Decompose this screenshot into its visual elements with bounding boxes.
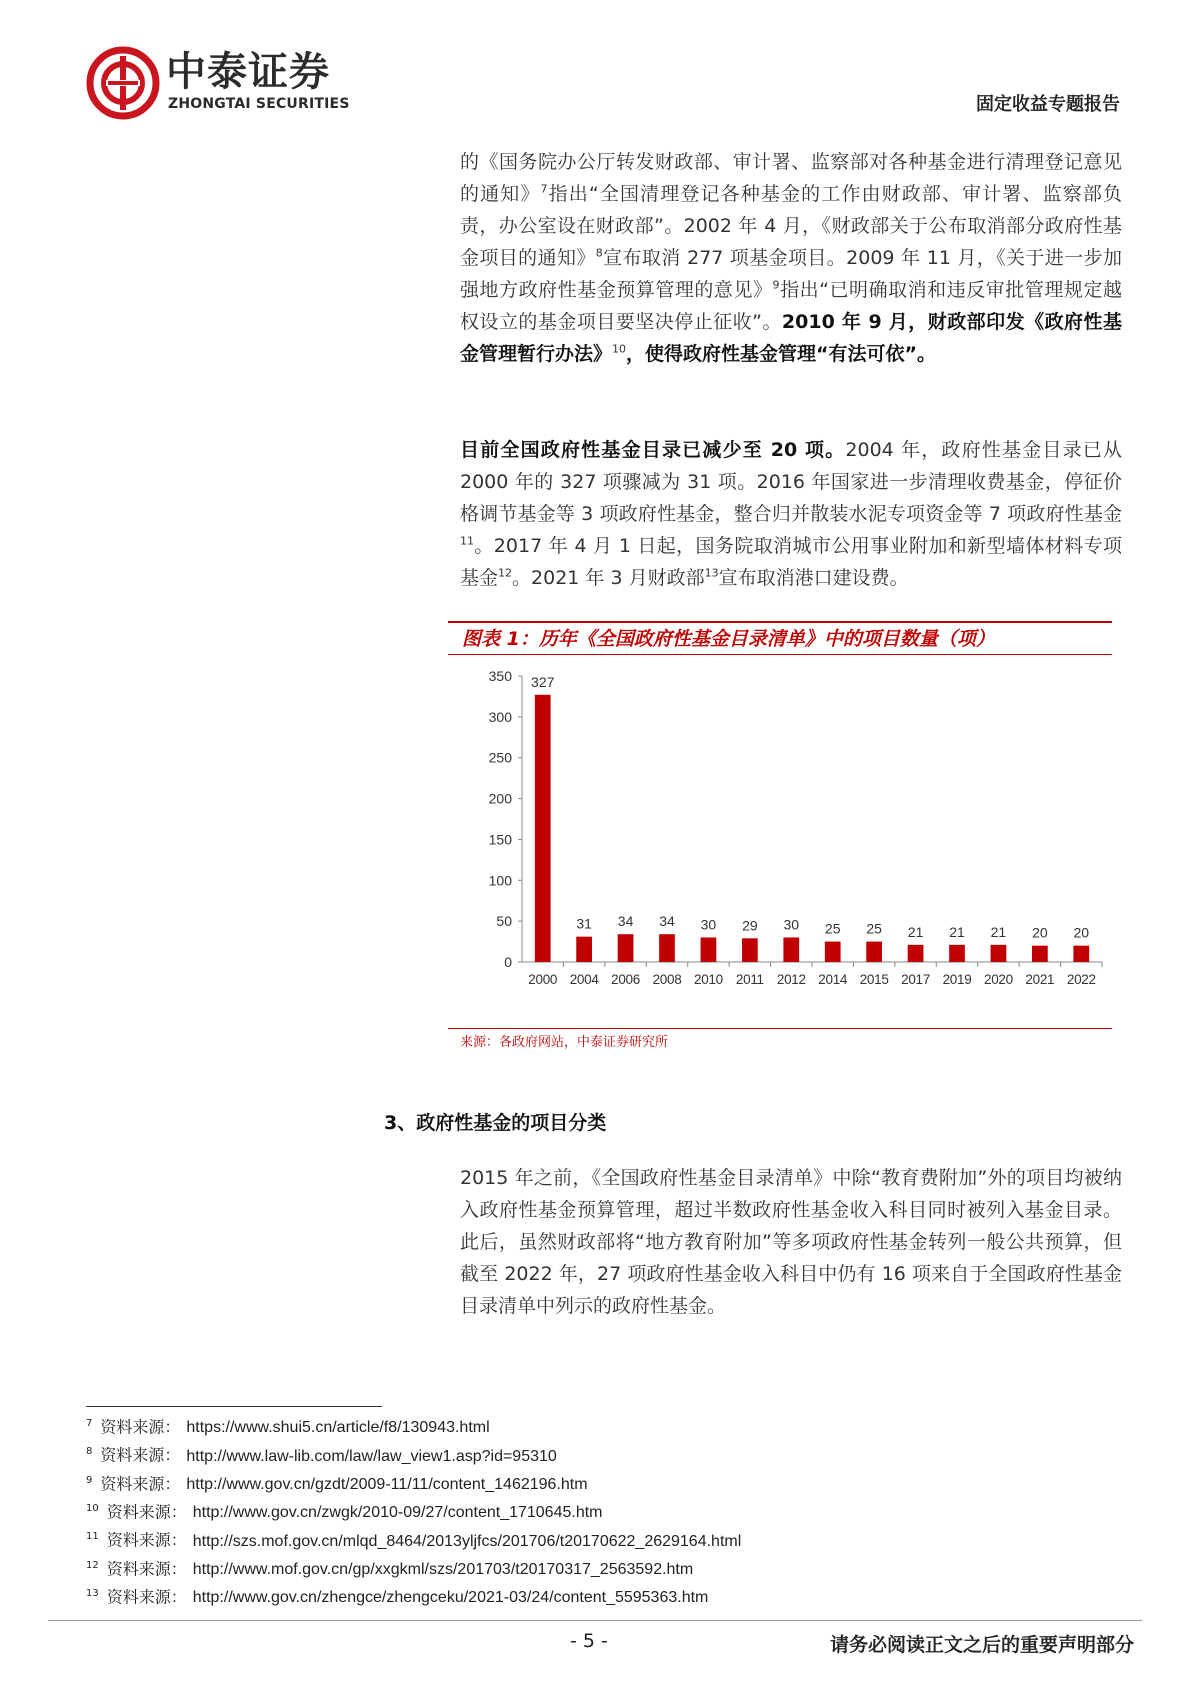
footnote xyxy=(86,1582,1116,1610)
paragraph-classification: 2015 年之前，《全国政府性基金目录清单》中除“教育费附加”外的项目均被纳入政府性基金预算管理，超过半数政府性基金收入科目同时被列入基金目录。此后，虽然财政部将“地方教育附加”等多项政府性基金转列一般公共预算，但截至 2022 年，27 项政府性基金收入科目中仍有 16 项来自于全国政府性基金目录清单中列示的政府性基金。 xyxy=(460,1167,1122,1317)
x-tick-label: 2021 xyxy=(1025,972,1055,987)
x-tick-label: 2017 xyxy=(901,972,930,987)
data-label: 34 xyxy=(659,913,675,930)
bar xyxy=(783,937,799,962)
chart-title-rule xyxy=(448,654,1112,655)
text-run: 。2017 年 4 月 1 日起，国务院取消城市公用事业附加和新型墙体材料专项基金 xyxy=(460,535,1122,589)
bar xyxy=(866,942,882,962)
footnote-ref[interactable]: 9 xyxy=(772,278,780,292)
bar xyxy=(576,937,592,962)
data-label: 25 xyxy=(866,920,882,937)
footnote xyxy=(86,1469,1116,1497)
page-number: - 5 - xyxy=(570,1630,608,1652)
data-label: 20 xyxy=(1073,924,1090,941)
bar xyxy=(701,937,717,962)
footer-divider xyxy=(48,1620,1142,1621)
footnote-link[interactable]: http://www.mof.gov.cn/gp/xxgkml/szs/201703/t20170317_2563592.htm xyxy=(192,1560,694,1578)
brand-name-cn: 中泰证券 xyxy=(166,49,330,95)
y-tick-label: 200 xyxy=(488,790,512,807)
data-label: 327 xyxy=(531,673,555,690)
text-run: 指出“全国清理登记各种基金的工作由财政部、审计署、监察部负责，办公室设在财政部”。2002 年 4 月，《财政部关于公布取消部分政府性基金项目的通知》 xyxy=(460,183,1122,269)
data-label: 30 xyxy=(783,916,800,933)
brand-name-en: ZHONGTAI SECURITIES xyxy=(168,96,350,112)
text-run: 2004 年，政府性基金目录已从 2000 年的 327 项骤减为 31 项。2016 年国家进一步清理收费基金，停征价格调节基金等 3 项政府性基金，整合归并散装水泥专项资金等 7 项政府性基金 xyxy=(460,439,1122,525)
footnote-link[interactable]: http://www.law-lib.com/law/law_view1.asp?id=95310 xyxy=(186,1447,557,1465)
y-tick-label: 50 xyxy=(496,913,512,930)
footnote-number: 13 xyxy=(86,1587,99,1599)
data-label: 21 xyxy=(949,923,965,940)
x-tick-label: 2006 xyxy=(611,972,640,987)
bold-text: 2010 年 9 月，财政部印发《政府性基金管理暂行办法》 xyxy=(460,311,1122,365)
footnote-number: 7 xyxy=(86,1418,93,1429)
footnote xyxy=(86,1497,1116,1525)
footnote-link[interactable]: http://www.gov.cn/zhengce/zhengceku/2021-03/24/content_5595363.htm xyxy=(192,1589,709,1607)
footnote-ref[interactable]: 13 xyxy=(704,566,719,580)
y-tick-label: 100 xyxy=(488,872,512,889)
x-tick-label: 2020 xyxy=(984,972,1013,987)
footnote xyxy=(86,1412,1116,1440)
y-tick-label: 150 xyxy=(488,831,512,848)
chart-source: 来源：各政府网站，中泰证券研究所 xyxy=(460,1035,669,1050)
footnote-label: 资料来源： xyxy=(100,1473,181,1493)
footnote-ref[interactable]: 7 xyxy=(540,182,548,196)
chart-bottom-rule xyxy=(448,1028,1112,1029)
bar xyxy=(535,695,551,962)
footnote-divider xyxy=(86,1406,382,1407)
bar xyxy=(1032,946,1048,962)
chart-title: 图表 1：历年《全国政府性基金目录清单》中的项目数量（项） xyxy=(462,628,995,650)
section-heading: 3、政府性基金的项目分类 xyxy=(384,1112,607,1134)
bar xyxy=(659,934,675,962)
footnote-label: 资料来源： xyxy=(106,1558,187,1578)
bar xyxy=(949,945,965,962)
x-tick-label: 2014 xyxy=(818,972,848,987)
data-label: 25 xyxy=(824,920,841,937)
bold-text: 目前全国政府性基金目录已减少至 20 项。 xyxy=(460,439,846,461)
x-tick-label: 2022 xyxy=(1066,972,1096,987)
x-tick-label: 2011 xyxy=(735,972,764,987)
footnote xyxy=(86,1554,1116,1582)
footnote-ref[interactable]: 11 xyxy=(460,534,474,548)
text-run: 的《国务院办公厅转发财政部、审计署、监察部对各种基金进行清理登记意见的通知》 xyxy=(460,151,1122,205)
data-label: 29 xyxy=(742,917,758,934)
data-label: 31 xyxy=(576,915,592,932)
data-label: 30 xyxy=(700,916,717,933)
bar xyxy=(742,938,758,962)
bold-text: ，使得政府性基金管理“有法可依”。 xyxy=(626,343,936,365)
footnote xyxy=(86,1525,1116,1553)
footnote-label: 资料来源： xyxy=(106,1502,187,1522)
paragraph-current-count xyxy=(460,434,1122,594)
data-label: 20 xyxy=(1032,924,1048,941)
footnote-link[interactable]: http://www.gov.cn/gzdt/2009-11/11/content_1462196.htm xyxy=(186,1475,588,1493)
footnote-number: 8 xyxy=(86,1446,93,1458)
footnote xyxy=(86,1440,1116,1468)
x-tick-label: 2008 xyxy=(652,972,682,987)
footnote-label: 资料来源： xyxy=(106,1530,187,1550)
disclaimer: 请务必阅读正文之后的重要声明部分 xyxy=(829,1634,1134,1656)
x-tick-label: 2010 xyxy=(694,972,723,987)
footnote-number: 12 xyxy=(86,1559,99,1571)
x-tick-label: 2019 xyxy=(942,972,972,987)
chart-top-rule xyxy=(448,621,1112,623)
y-tick-label: 300 xyxy=(488,708,512,725)
footnote-link[interactable]: http://szs.mof.gov.cn/mlqd_8464/2013yljfcs/201706/t20170622_2629164.html xyxy=(192,1532,742,1550)
text-run: 宣布取消 277 项基金项目。2009 年 11 月，《关于进一步加强地方政府性基金预算管理的意见》 xyxy=(460,247,1122,301)
report-type: 固定收益专题报告 xyxy=(976,94,1120,115)
x-tick-label: 2000 xyxy=(528,972,558,987)
x-tick-label: 2015 xyxy=(859,972,889,987)
bar xyxy=(825,942,841,962)
footnote-number: 10 xyxy=(86,1502,99,1514)
footnote-label: 资料来源： xyxy=(106,1587,187,1607)
bar xyxy=(991,945,1007,962)
y-tick-label: 350 xyxy=(488,668,512,684)
text-run: 宣布取消港口建设费。 xyxy=(718,567,909,589)
paragraph-history xyxy=(460,146,1122,370)
data-label: 21 xyxy=(990,923,1007,940)
footnote-ref[interactable]: 8 xyxy=(595,246,603,260)
bar xyxy=(618,934,634,962)
bar xyxy=(908,945,924,962)
footnote-number: 11 xyxy=(86,1531,99,1543)
text-run: 指出“已明确取消和违反审批管理规定越权设立的基金项目要坚决停止征收”。 xyxy=(460,279,1122,333)
footnote-label: 资料来源： xyxy=(100,1445,181,1465)
footnotes xyxy=(86,1412,1116,1610)
footnote-label: 资料来源： xyxy=(100,1417,181,1437)
footnote-ref[interactable]: 12 xyxy=(498,566,513,580)
y-tick-label: 250 xyxy=(488,749,512,766)
footnote-ref[interactable]: 10 xyxy=(612,342,627,356)
x-tick-label: 2004 xyxy=(569,972,599,987)
bar-chart xyxy=(448,656,1112,1026)
y-tick-label: 0 xyxy=(504,954,512,970)
footnote-number: 9 xyxy=(86,1474,93,1486)
data-label: 34 xyxy=(617,913,634,930)
logo-icon xyxy=(86,46,160,120)
data-label: 21 xyxy=(907,923,924,940)
bar xyxy=(1073,946,1089,962)
footnote-link[interactable]: http://www.gov.cn/zwgk/2010-09/27/content_1710645.htm xyxy=(192,1504,603,1522)
footnote-link[interactable]: https://www.shui5.cn/article/f8/130943.html xyxy=(186,1419,490,1437)
text-run: 。2021 年 3 月财政部 xyxy=(512,567,705,589)
x-tick-label: 2012 xyxy=(776,972,806,987)
